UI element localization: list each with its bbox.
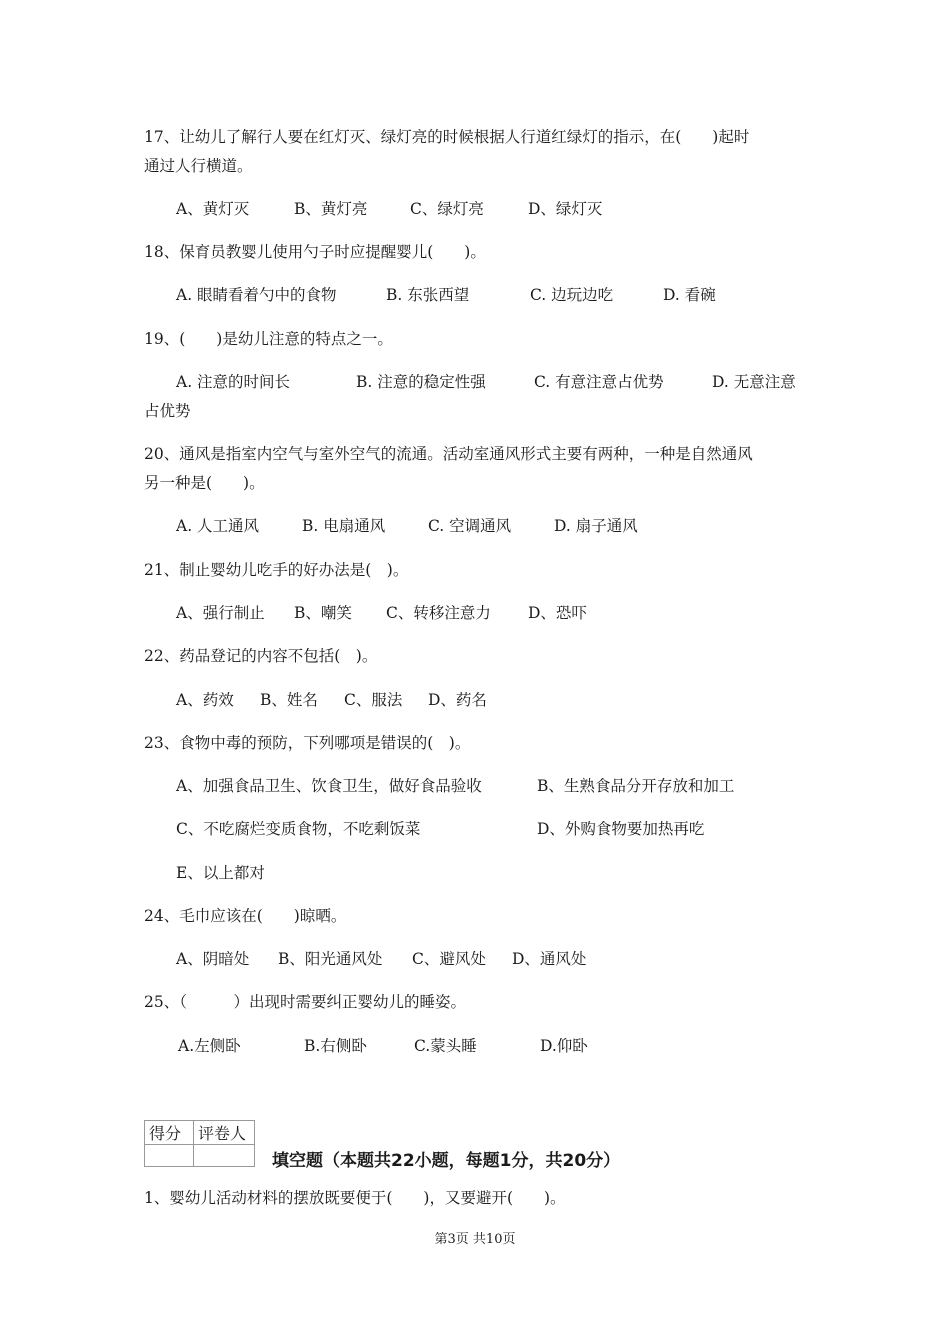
q23-option-c: C、不吃腐烂变质食物，不吃剩饭菜 (176, 820, 421, 838)
q23-option-a: A、加强食品卫生、饮食卫生，做好食品验收 (176, 777, 482, 795)
q25-option-c: C.蒙头睡 (414, 1037, 477, 1055)
q25-option-d: D.仰卧 (540, 1037, 588, 1055)
q24-option-b: B、阳光通风处 (278, 950, 383, 968)
q17-line1: 17、让幼儿了解行人要在红灯灭、绿灯亮的时候根据人行道红绿灯的指示，在( )起时 (144, 128, 750, 146)
q23-option-b: B、生熟食品分开存放和加工 (537, 777, 735, 795)
score-cell (145, 1145, 194, 1167)
q22-option-b: B、姓名 (260, 691, 318, 709)
q17-line2: 通过人行横道。 (144, 157, 253, 175)
q22-option-c: C、服法 (344, 691, 403, 709)
q18-option-c: C. 边玩边吃 (530, 286, 614, 304)
q22-option-d: D、药名 (428, 691, 487, 709)
q21-option-b: B、嘲笑 (294, 604, 352, 622)
q20-line2: 另一种是( )。 (144, 474, 265, 492)
q19-option-b: B. 注意的稳定性强 (356, 373, 486, 391)
q23-line1: 23、食物中毒的预防，下列哪项是错误的( )。 (144, 734, 471, 752)
q20-option-c: C. 空调通风 (428, 517, 512, 535)
q19-option-d: D. 无意注意 (712, 373, 796, 391)
q20-option-b: B. 电扇通风 (302, 517, 386, 535)
q20-option-d: D. 扇子通风 (554, 517, 638, 535)
q21-option-d: D、恐吓 (528, 604, 587, 622)
page-footer: 第3页 共10页 (434, 1232, 516, 1247)
q18-option-a: A. 眼睛看着勺中的食物 (176, 286, 337, 304)
q21-option-c: C、转移注意力 (386, 604, 491, 622)
grader-cell (194, 1145, 255, 1167)
q24-option-d: D、通风处 (512, 950, 587, 968)
q17-option-c: C、绿灯亮 (410, 200, 484, 218)
q24-line1: 24、毛巾应该在( )晾晒。 (144, 907, 347, 925)
q17-option-d: D、绿灯灭 (528, 200, 603, 218)
q20-line1: 20、通风是指室内空气与室外空气的流通。活动室通风形式主要有两种，一种是自然通风 (144, 445, 753, 463)
q23-option-e: E、以上都对 (176, 864, 265, 882)
q18-option-b: B. 东张西望 (386, 286, 470, 304)
q25-line1: 25、（ ）出现时需要纠正婴幼儿的睡姿。 (144, 993, 466, 1011)
q18-line1: 18、保育员教婴儿使用勺子时应提醒婴儿( )。 (144, 243, 486, 261)
q22-option-a: A、药效 (176, 691, 234, 709)
grader-label: 评卷人 (194, 1121, 255, 1145)
q24-option-c: C、避风处 (412, 950, 486, 968)
q23-option-d: D、外购食物要加热再吃 (537, 820, 705, 838)
q19-option-a: A. 注意的时间长 (176, 373, 291, 391)
q24-option-a: A、阴暗处 (176, 950, 250, 968)
section-title: 填空题（本题共22小题，每题1分，共20分） (272, 1151, 621, 1171)
q17-option-a: A、黄灯灭 (176, 200, 250, 218)
q25-option-b: B.右侧卧 (304, 1037, 367, 1055)
q21-line1: 21、制止婴幼儿吃手的好办法是( )。 (144, 561, 409, 579)
q25-option-a: A.左侧卧 (178, 1037, 241, 1055)
q18-option-d: D. 看碗 (663, 286, 716, 304)
q20-option-a: A. 人工通风 (176, 517, 260, 535)
q19-continuation: 占优势 (144, 402, 191, 420)
q22-line1: 22、药品登记的内容不包括( )。 (144, 647, 378, 665)
score-table (144, 1120, 255, 1167)
q21-option-a: A、强行制止 (176, 604, 265, 622)
q19-option-c: C. 有意注意占优势 (534, 373, 664, 391)
score-label: 得分 (145, 1121, 194, 1145)
q17-option-b: B、黄灯亮 (294, 200, 368, 218)
fill-question-1: 1、婴幼儿活动材料的摆放既要便于( )，又要避开( )。 (144, 1189, 566, 1207)
q19-line1: 19、( )是幼儿注意的特点之一。 (144, 330, 393, 348)
